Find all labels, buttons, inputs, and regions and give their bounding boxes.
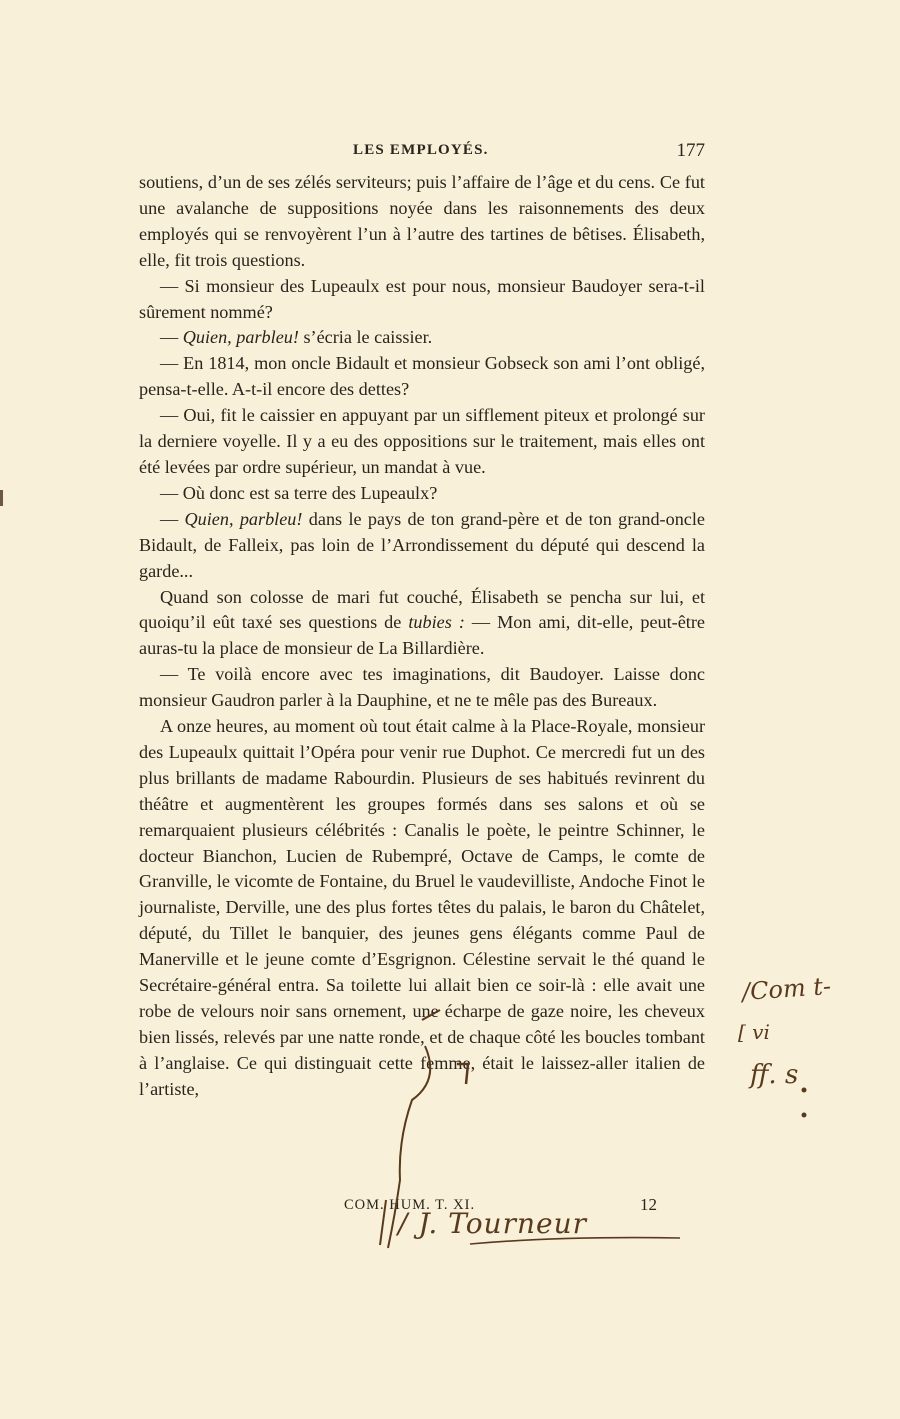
page-header [139, 140, 705, 166]
paragraph [139, 325, 705, 351]
bottom-handwritten-note: / J. Tourneur [398, 1207, 587, 1240]
signature-line: COM. HUM. T. XI. [344, 1197, 476, 1213]
paragraph [139, 274, 705, 326]
proof-stroke [470, 1238, 680, 1244]
paragraph-text: — En 1814, mon oncle Bidault et monsieur Gobseck son ami l’ont obligé, pensa-t-elle. A-t-il encore des dettes? [139, 353, 705, 400]
paragraph-text: — Si monsieur des Lupeaulx est pour nous, monsieur Baudoyer sera-t-il sûrement nommé? [139, 275, 705, 322]
paragraph [139, 714, 705, 1103]
paragraph-text: — Oui, fit le caissier en appuyant par un sifflement piteux et prolongé sur la derniere voyelle. Il y a eu des oppositions sur le traitement, mais elles ont été levées par ordre supérieur, un mandat à vue. [139, 405, 705, 477]
page-footer [139, 1197, 705, 1223]
sheet-number: 12 [640, 1195, 657, 1214]
page-number: 177 [676, 140, 705, 161]
paragraph-text: s’écria le caissier. [298, 327, 433, 348]
paragraph-text: — Te voilà encore avec tes imaginations, dit Baudoyer. Laisse donc monsieur Gaudron parler à la Dauphine, et ne te mêle pas des Bureaux. [139, 664, 705, 711]
running-head: LES EMPLOYÉS. [353, 142, 489, 158]
paragraph [139, 403, 705, 481]
margin-note: [ vi [738, 1020, 770, 1044]
paragraph-text: Quand son colosse de mari fut couché, Élisabeth se pencha sur lui, et quoiqu’il eût taxé ses questions de [139, 586, 705, 633]
paragraph-text: — Mon ami, dit-elle, peut-être auras-tu la place de monsieur de La Billardière. [139, 612, 705, 659]
body-text [139, 170, 705, 1103]
margin-note: ff. s [750, 1060, 799, 1090]
proof-dot [802, 1113, 807, 1118]
paragraph [139, 507, 705, 585]
binding-edge-mark [0, 490, 3, 506]
margin-note: /Com t- [741, 971, 832, 1007]
paragraph-text: soutiens, d’un de ses zélés serviteurs; puis l’affaire de l’âge et du cens. Ce fut une avalanche de suppositions noyée dans les raisonnements des deux employés qui se renvoyèrent l’un à l’autre des tartines de bêtises. Élisabeth, elle, fit trois questions. [139, 172, 705, 270]
paragraph-text: — [160, 327, 183, 348]
paragraph [139, 662, 705, 714]
paragraph [139, 585, 705, 663]
paragraph-text: A onze heures, au moment où tout était calme à la Place-Royale, monsieur des Lupeaulx quittait l’Opéra pour venir rue Duphot. Ce mercredi fut un des plus brillants de madame Rabourdin. Plusieurs de ses habitués revinrent du théâtre et augmentèrent les groupes formés dans ses salons et où se remarquaient plusieurs célébrités : Canalis le poète, le peintre Schinner, le docteur Bianchon, Lucien de Rubempré, Octave de Camps, le comte de Granville, le vicomte de Fontaine, du Bruel le vaudevilliste, Andoche Finot le journaliste, Derville, une des plus fortes têtes du palais, le baron du Châtelet, député, du Tillet le banquier, des jeunes gens élégants comme Paul de Manerville et le jeune comte d’Esgrignon. Célestine servait le thé quand le Secrétaire-général entra. Sa toilette lui allait bien ce soir-là : elle avait une robe de velours noir sans ornement, une écharpe de gaze noire, les cheveux bien lissés, relevés par une natte ronde, et de chaque côté les boucles tombant à l’anglaise. Ce qui distinguait cette femme, était le laissez-aller italien de l’artiste, [139, 716, 705, 1099]
paragraph [139, 170, 705, 274]
proof-dot [802, 1088, 807, 1093]
paragraph-text: — [160, 508, 185, 529]
paragraph [139, 351, 705, 403]
paragraph-text: — Où donc est sa terre des Lupeaulx? [160, 482, 438, 503]
italic-exclamation: Quien, parbleu! [182, 327, 299, 348]
paragraph-text: dans le pays de ton grand-père et de ton grand-oncle Bidault, de Falleix, pas loin de l’Arrondissement du député qui descend la garde... [139, 508, 706, 581]
paragraph [139, 481, 705, 507]
italic-exclamation: Quien, parbleu! [184, 508, 303, 529]
italic-word: tubies : [408, 612, 465, 633]
